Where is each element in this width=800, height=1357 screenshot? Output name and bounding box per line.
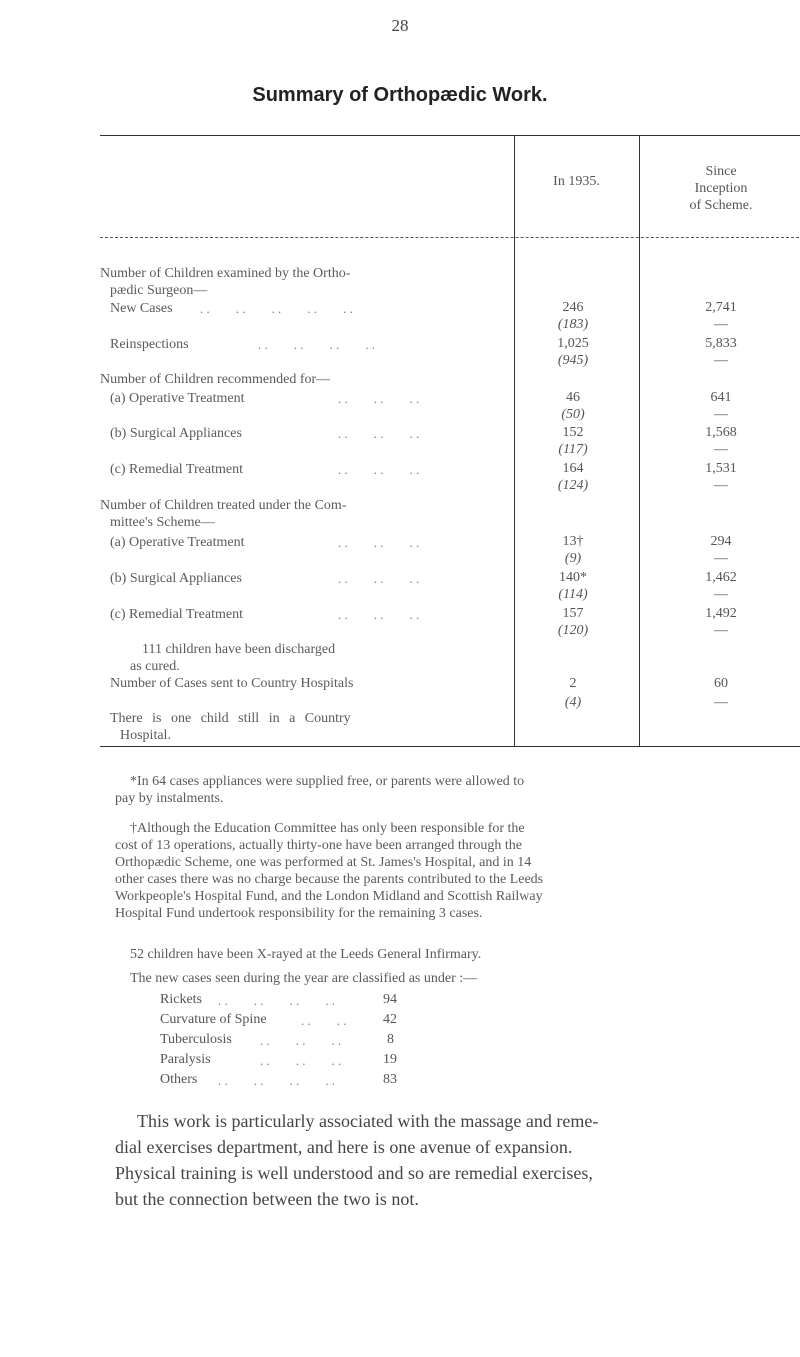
list-item-value: 42 [383,1012,397,1027]
list-item [160,1072,335,1088]
tr-operative-total-dash: — [714,551,728,566]
footnote-star [115,773,705,807]
tr-remedial-total-dash: — [714,623,728,638]
list-item [160,992,335,1008]
tr-surgical-total: 1,462 [705,570,737,585]
list-item-dots: . . . . [301,1013,347,1028]
row-rec-surgical-dots: . . . . . . [338,426,420,441]
row-discharged-1: 111 children have been discharged [142,642,336,657]
tr-remedial-total: 1,492 [705,606,737,621]
rec-operative-1934: (50) [561,407,585,422]
row-tr-surgical-label: (b) Surgical Appliances [110,571,242,586]
footnote-dagger-line-1: †Although the Education Committee has only been responsible for the [130,821,525,836]
rec-surgical-1935: 152 [562,425,584,440]
row-tr-operative-dots: . . . . . . [338,535,420,550]
header-since-inception [639,163,800,214]
row-recommended-heading: Number of Children recommended for— [100,372,331,387]
rec-remedial-total-dash: — [714,478,728,493]
rec-operative-total: 641 [710,390,732,405]
row-new-cases-dots: . . . . . . . . . . [200,301,353,316]
country-total: 60 [714,676,728,691]
header-since-line-2: Inception [694,181,748,196]
row-tr-operative-label: (a) Operative Treatment [110,535,245,550]
row-treated-heading-1: Number of Children treated under the Com- [100,498,347,513]
list-item [160,1052,342,1068]
footnote-star-line-2: pay by instalments. [115,791,224,806]
table-header-divider [100,237,800,238]
footnote-star-line-1: *In 64 cases appliances were supplied free, or parents were allowed to [130,774,525,789]
paragraph-line-1: This work is particularly associated with the massage and reme- [137,1111,599,1131]
row-examined-heading-2: pædic Surgeon— [110,283,208,298]
list-item-value: 94 [383,992,397,1007]
rec-operative-total-dash: — [714,407,728,422]
list-item [160,1032,342,1048]
row-tr-remedial-dots: . . . . . . [338,607,420,622]
rec-surgical-1934: (117) [558,442,588,457]
row-reinspections-label: Reinspections [110,337,189,352]
new-cases-total: 2,741 [705,300,737,315]
summary-table [100,135,800,747]
row-tr-remedial-label: (c) Remedial Treatment [110,607,243,622]
header-in-1935: In 1935. [553,174,600,189]
country-1935: 2 [569,676,577,691]
country-1934: (4) [564,695,582,710]
rec-operative-1935: 46 [566,390,580,405]
paragraph-line-3: Physical training is well understood and so are remedial exercises, [115,1163,593,1183]
reinspections-total-dash: — [714,353,728,368]
footnote-dagger-line-3: Orthopædic Scheme, one was performed at St. James's Hospital, and in 14 [115,855,532,870]
row-still-in-1: There is one child still in a Country [110,711,351,726]
page-title: Summary of Orthopædic Work. [252,84,548,106]
tr-surgical-total-dash: — [714,587,728,602]
row-rec-surgical-label: (b) Surgical Appliances [110,426,242,441]
table-bottom-border [100,746,800,747]
footnote-dagger-line-5: Workpeople's Hospital Fund, and the London Midland and Scottish Railway [115,889,543,904]
tr-operative-1934: (9) [564,551,582,566]
list-item-dots: . . . . . . . . [218,993,335,1008]
page-number: 28 [391,16,409,35]
list-item-value: 19 [383,1052,397,1067]
reinspections-1935: 1,025 [557,336,589,351]
table-top-border [100,135,800,136]
row-rec-operative-dots: . . . . . . [338,391,420,406]
list-item-dots: . . . . . . [260,1033,342,1048]
list-item-label: Curvature of Spine [160,1012,267,1027]
row-still-in-2: Hospital. [120,728,171,743]
rec-remedial-1935: 164 [562,461,584,476]
row-rec-remedial-dots: . . . . . . [338,462,420,477]
new-cases-1934: (183) [557,317,589,332]
row-reinspections-dots: . . . . . . . . [258,337,375,352]
rec-surgical-total: 1,568 [705,425,737,440]
footnote-dagger-line-6: Hospital Fund undertook responsibility for the remaining 3 cases. [115,906,483,921]
paragraph-line-2: dial exercises department, and here is one avenue of expansion. [115,1137,573,1157]
footnote-dagger [115,820,705,922]
row-country-label: Number of Cases sent to Country Hospitals [110,676,354,691]
tr-operative-1935: 13† [562,534,584,549]
list-item-dots: . . . . . . [260,1053,342,1068]
table-col-divider-1 [514,135,515,747]
paragraph-line-4: but the connection between the two is not. [115,1189,419,1209]
list-item-label: Paralysis [160,1052,211,1067]
rec-surgical-total-dash: — [714,442,728,457]
rec-remedial-1934: (124) [557,478,589,493]
list-item-dots: . . . . . . . . [218,1073,335,1088]
classified-intro: The new cases seen during the year are classified as under :— [130,971,478,986]
row-treated-heading-2: mittee's Scheme— [110,515,215,530]
xray-note: 52 children have been X-rayed at the Leeds General Infirmary. [130,947,482,962]
row-examined-heading-1: Number of Children examined by the Ortho- [100,266,351,281]
header-since-line-1: Since [705,164,737,179]
row-new-cases-label: New Cases [110,301,173,316]
list-item-value: 8 [387,1032,394,1047]
closing-paragraph [115,1108,705,1212]
list-item-value: 83 [383,1072,397,1087]
list-item-label: Tuberculosis [160,1032,232,1047]
footnote-dagger-line-2: cost of 13 operations, actually thirty-one have been arranged through the [115,838,523,853]
tr-surgical-1934: (114) [558,587,588,602]
list-item [160,1012,347,1028]
list-item-label: Rickets [160,992,202,1007]
tr-operative-total: 294 [710,534,732,549]
list-item-label: Others [160,1072,198,1087]
rec-remedial-total: 1,531 [705,461,737,476]
row-tr-surgical-dots: . . . . . . [338,571,420,586]
tr-surgical-1935: 140* [559,570,587,585]
new-cases-total-dash: — [714,317,728,332]
tr-remedial-1934: (120) [557,623,589,638]
tr-remedial-1935: 157 [562,606,584,621]
row-discharged-2: as cured. [130,659,180,674]
row-rec-operative-label: (a) Operative Treatment [110,391,245,406]
reinspections-1934: (945) [557,353,589,368]
country-total-dash: — [714,695,728,710]
row-rec-remedial-label: (c) Remedial Treatment [110,462,243,477]
reinspections-total: 5,833 [705,336,737,351]
table-col-divider-2 [639,135,640,747]
header-since-line-3: of Scheme. [689,198,753,213]
new-cases-1935: 246 [562,300,584,315]
footnote-dagger-line-4: other cases there was no charge because the parents contributed to the Leeds [115,872,544,887]
